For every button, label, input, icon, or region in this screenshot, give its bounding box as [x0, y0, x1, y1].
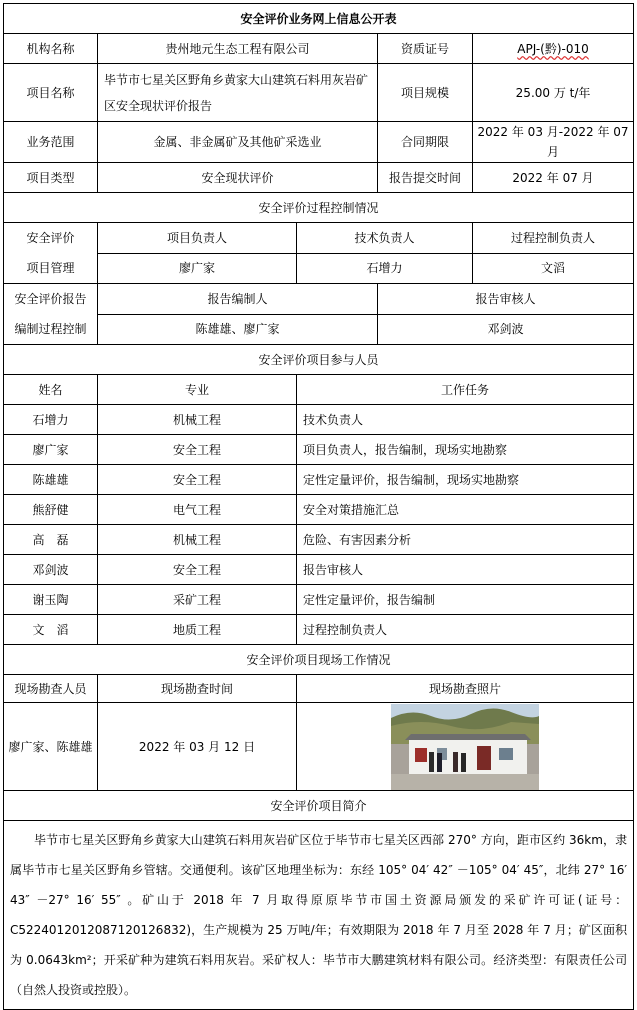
member-name: 石增力 [4, 405, 98, 435]
table-row [4, 585, 634, 615]
member-name: 文 滔 [4, 615, 98, 645]
site-time-value: 2022 年 03 月 12 日 [98, 703, 297, 791]
scale-label: 项目规模 [378, 64, 473, 122]
site-photo-header: 现场勘查照片 [297, 675, 634, 703]
member-major: 机械工程 [98, 405, 297, 435]
leader-value: 廖广家 [98, 253, 297, 284]
member-major: 采矿工程 [98, 585, 297, 615]
project-name-label: 项目名称 [4, 64, 98, 122]
site-survey-photo [391, 704, 539, 790]
org-value: 贵州地元生态工程有限公司 [98, 34, 378, 64]
member-major: 机械工程 [98, 525, 297, 555]
member-name: 廖广家 [4, 435, 98, 465]
report-label-line1: 安全评价报告 [14, 292, 87, 306]
report-label [4, 284, 98, 345]
project-type-label: 项目类型 [4, 163, 98, 193]
member-task: 定性定量评价，报告编制 [297, 585, 634, 615]
project-name-value: 毕节市七星关区野角乡黄家大山建筑石料用灰岩矿区安全现状评价报告 [98, 64, 378, 122]
member-task: 安全对策措施汇总 [297, 495, 634, 525]
org-label: 机构名称 [4, 34, 98, 64]
table-title: 安全评价业务网上信息公开表 [4, 4, 634, 34]
report-label-line2: 编制过程控制 [14, 322, 87, 336]
business-scope-label: 业务范围 [4, 122, 98, 163]
member-major: 地质工程 [98, 615, 297, 645]
process-section-title: 安全评价过程控制情况 [4, 193, 634, 223]
table-row [4, 465, 634, 495]
member-name: 邓剑波 [4, 555, 98, 585]
site-staff-header: 现场勘查人员 [4, 675, 98, 703]
site-section-title: 安全评价项目现场工作情况 [4, 645, 634, 675]
contract-period-label: 合同期限 [378, 122, 473, 163]
contract-period-value: 2022 年 03 月-2022 年 07 月 [473, 122, 634, 163]
intro-section-title: 安全评价项目简介 [4, 791, 634, 821]
process-control-value: 文滔 [473, 253, 634, 284]
member-major: 安全工程 [98, 555, 297, 585]
member-task: 过程控制负责人 [297, 615, 634, 645]
mgmt-label-line1: 安全评价 [26, 231, 75, 245]
member-task: 报告审核人 [297, 555, 634, 585]
project-type-value: 安全现状评价 [98, 163, 378, 193]
reviewer-value: 邓剑波 [378, 314, 634, 345]
member-major: 安全工程 [98, 465, 297, 495]
process-control-label: 过程控制负责人 [473, 223, 634, 254]
member-task: 项目负责人，报告编制，现场实地勘察 [297, 435, 634, 465]
table-row [4, 615, 634, 645]
leader-label: 项目负责人 [98, 223, 297, 254]
site-staff-value: 廖广家、陈雄雄 [4, 703, 98, 791]
reviewer-label: 报告审核人 [378, 284, 634, 315]
mgmt-label-line2: 项目管理 [26, 261, 75, 275]
scale-value: 25.00 万 t/年 [473, 64, 634, 122]
member-name: 陈雄雄 [4, 465, 98, 495]
table-row [4, 495, 634, 525]
member-task: 技术负责人 [297, 405, 634, 435]
table-row [4, 525, 634, 555]
col-header-name: 姓名 [4, 375, 98, 405]
table-row [4, 435, 634, 465]
member-task: 危险、有害因素分析 [297, 525, 634, 555]
writer-value: 陈雄雄、廖广家 [98, 314, 378, 345]
submit-time-value: 2022 年 07 月 [473, 163, 634, 193]
info-disclosure-table [3, 3, 634, 1010]
tech-label: 技术负责人 [297, 223, 473, 254]
table-row [4, 405, 634, 435]
cert-number: APJ-(黔)-010 [517, 41, 589, 56]
member-name: 谢玉陶 [4, 585, 98, 615]
members-section-title: 安全评价项目参与人员 [4, 345, 634, 375]
cert-label: 资质证号 [378, 34, 473, 64]
site-photo-cell [297, 703, 634, 791]
mgmt-label [4, 223, 98, 284]
member-major: 安全工程 [98, 435, 297, 465]
member-major: 电气工程 [98, 495, 297, 525]
member-name: 高 磊 [4, 525, 98, 555]
tech-value: 石增力 [297, 253, 473, 284]
site-photo-illustration [391, 704, 539, 790]
col-header-task: 工作任务 [297, 375, 634, 405]
cert-value [473, 34, 634, 64]
col-header-major: 专业 [98, 375, 297, 405]
member-name: 熊舒健 [4, 495, 98, 525]
member-task: 定性定量评价，报告编制，现场实地勘察 [297, 465, 634, 495]
submit-time-label: 报告提交时间 [378, 163, 473, 193]
writer-label: 报告编制人 [98, 284, 378, 315]
intro-text: 毕节市七星关区野角乡黄家大山建筑石料用灰岩矿区位于毕节市七星关区西部 270° 方向，距市区约 36km，隶属毕节市七星关区野角乡管辖。交通便利。该矿区地理坐标为：东经 105° 04′ 42″ －105° 04′ 45″，北纬 27° 16′ 43″ －27° 16′ 55″ 。矿山于 2018 年 7 月取得原原毕节市国土资源局颁发的采矿许可证(证号：C5224012012087120126832)，生产规模为 25 万吨/年；有效期限为 2018 年 7 月至 2028 年 7 月；矿区面积为 0.0643km²；开采矿种为建筑石料用灰岩。采矿权人：毕节市大鹏建筑材料有限公司。经济类型：有限责任公司（自然人投资或控股）。 [4, 821, 634, 1010]
table-row [4, 555, 634, 585]
business-scope-value: 金属、非金属矿及其他矿采选业 [98, 122, 378, 163]
site-time-header: 现场勘查时间 [98, 675, 297, 703]
